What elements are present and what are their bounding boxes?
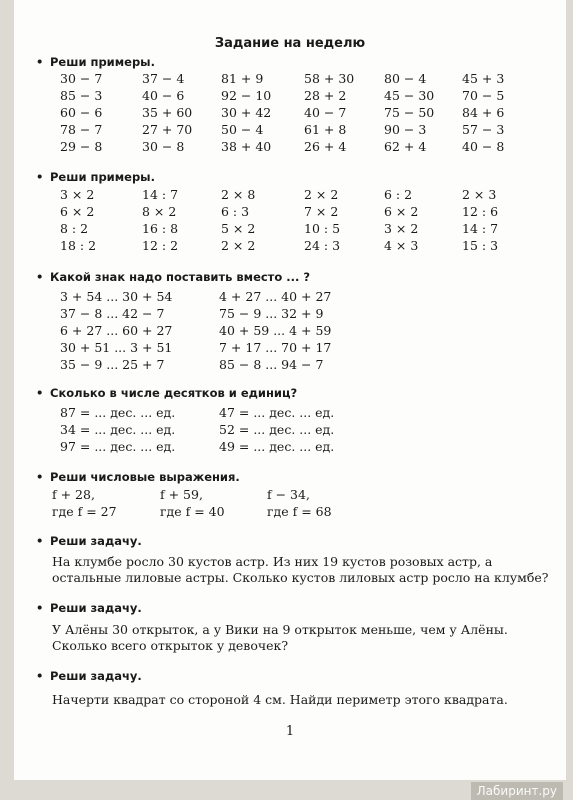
example-item: 29 − 8 [60,139,103,154]
example-item: 30 − 7 [60,71,103,86]
column-4 [304,70,354,155]
example-item: 49 = ... дес. ... ед. [219,439,335,454]
section8-header-text: Реши задачу. [50,669,142,683]
column-1 [60,404,175,455]
problem-3-text: Начерти квадрат со стороной 4 см. Найди периметр этого квадрата. [52,692,508,707]
example-item: 14 : 7 [142,187,179,202]
page-title: Задание на неделю [214,36,366,51]
bullet-icon: • [36,669,44,683]
section6-header [36,534,142,548]
example-item: 40 − 8 [462,139,505,154]
expression-1-cond: где f = 27 [52,504,117,519]
bullet-icon: • [36,386,44,400]
example-item: 92 − 10 [221,88,272,103]
bullet-icon: • [36,270,44,284]
example-item: 7 + 17 ... 70 + 17 [219,340,332,355]
expression-2 [160,486,225,520]
bullet-icon: • [36,601,44,615]
workbook-page [14,0,566,780]
column-5 [384,70,434,155]
example-item: 90 − 3 [384,122,427,137]
expression-1 [52,486,117,520]
example-item: 62 + 4 [384,139,427,154]
example-item: 85 − 8 ... 94 − 7 [219,357,324,372]
expression-1-expr: f + 28, [52,487,95,502]
example-item: 8 : 2 [60,221,89,236]
example-item: 78 − 7 [60,122,103,137]
expression-3-expr: f − 34, [267,487,310,502]
section1-header-text: Реши примеры. [50,55,155,69]
column-3 [221,70,271,155]
section6-header-text: Реши задачу. [50,534,142,548]
example-item: 85 − 3 [60,88,103,103]
example-item: 8 × 2 [142,204,177,219]
expression-2-expr: f + 59, [160,487,203,502]
section8-header [36,669,142,683]
example-item: 35 − 9 ... 25 + 7 [60,357,165,372]
example-item: 52 = ... дес. ... ед. [219,422,335,437]
example-item: 97 = ... дес. ... ед. [60,439,176,454]
example-item: 47 = ... дес. ... ед. [219,405,335,420]
example-item: 2 × 2 [304,187,339,202]
example-item: 15 : 3 [462,238,499,253]
example-item: 2 × 2 [221,238,256,253]
example-item: 30 + 42 [221,105,272,120]
example-item: 18 : 2 [60,238,97,253]
section3-header [36,270,310,284]
example-item: 6 : 3 [221,204,250,219]
section7-header-text: Реши задачу. [50,601,142,615]
example-item: 2 × 3 [462,187,497,202]
bullet-icon: • [36,470,44,484]
bullet-icon: • [36,55,44,69]
page-content [14,0,566,780]
problem-1-text: На клумбе росло 30 кустов астр. Из них 19 кустов розовых астр, а остальные лиловые астры. Сколько кустов лиловых астр росло на клумбе? [52,554,549,585]
column-2 [219,288,331,373]
bullet-icon: • [36,170,44,184]
example-item: 27 + 70 [142,122,193,137]
section4-header-text: Сколько в числе десятков и единиц? [50,386,298,400]
expression-3 [267,486,332,520]
section3-header-text: Какой знак надо поставить вместо ... ? [50,270,311,284]
example-item: 80 − 4 [384,71,427,86]
example-item: 70 − 5 [462,88,505,103]
example-item: 35 + 60 [142,105,193,120]
section1-header [36,55,155,69]
example-item: 45 − 30 [384,88,435,103]
column-1 [60,288,172,373]
example-item: 6 × 2 [60,204,95,219]
example-item: 28 + 2 [304,88,347,103]
example-item: 60 − 6 [60,105,103,120]
example-item: 3 + 54 ... 30 + 54 [60,289,173,304]
example-item: 2 × 8 [221,187,256,202]
column-2 [142,186,178,254]
example-item: 5 × 2 [221,221,256,236]
section7-header [36,601,142,615]
expression-3-cond: где f = 68 [267,504,332,519]
column-2 [219,404,334,455]
column-3 [221,186,255,254]
bullet-icon: • [36,534,44,548]
problem-2-text: У Алёны 30 открыток, а у Вики на 9 открыток меньше, чем у Алёны. Сколько всего открыток у девочек? [52,622,508,653]
example-item: 45 + 3 [462,71,505,86]
example-item: 34 = ... дес. ... ед. [60,422,176,437]
example-item: 16 : 8 [142,221,179,236]
expression-2-cond: где f = 40 [160,504,225,519]
example-item: 30 + 51 ... 3 + 51 [60,340,173,355]
example-item: 37 − 8 ... 42 − 7 [60,306,165,321]
example-item: 81 + 9 [221,71,264,86]
example-item: 38 + 40 [221,139,272,154]
example-item: 50 − 4 [221,122,264,137]
example-item: 37 − 4 [142,71,185,86]
example-item: 12 : 6 [462,204,499,219]
column-2 [142,70,192,155]
example-item: 84 + 6 [462,105,505,120]
example-item: 4 + 27 ... 40 + 27 [219,289,332,304]
section4-header [36,386,297,400]
example-item: 3 × 2 [60,187,95,202]
column-6 [462,186,498,254]
example-item: 75 − 50 [384,105,435,120]
example-item: 4 × 3 [384,238,419,253]
example-item: 87 = ... дес. ... ед. [60,405,176,420]
example-item: 40 + 59 ... 4 + 59 [219,323,332,338]
example-item: 57 − 3 [462,122,505,137]
section5-header [36,470,240,484]
example-item: 6 × 2 [384,204,419,219]
section2-header [36,170,155,184]
section2-header-text: Реши примеры. [50,170,155,184]
column-6 [462,70,504,155]
example-item: 61 + 8 [304,122,347,137]
example-item: 10 : 5 [304,221,341,236]
example-item: 3 × 2 [384,221,419,236]
example-item: 30 − 8 [142,139,185,154]
example-item: 75 − 9 ... 32 + 9 [219,306,324,321]
column-1 [60,186,96,254]
example-item: 58 + 30 [304,71,355,86]
example-item: 7 × 2 [304,204,339,219]
page-number: 1 [285,724,295,739]
column-5 [384,186,418,254]
example-item: 12 : 2 [142,238,179,253]
example-item: 6 : 2 [384,187,413,202]
column-1 [60,70,102,155]
watermark-logo: Лабиринт.ру [471,782,563,800]
example-item: 40 − 7 [304,105,347,120]
example-item: 14 : 7 [462,221,499,236]
example-item: 6 + 27 ... 60 + 27 [60,323,173,338]
section5-header-text: Реши числовые выражения. [50,470,240,484]
example-item: 24 : 3 [304,238,341,253]
column-4 [304,186,340,254]
example-item: 40 − 6 [142,88,185,103]
example-item: 26 + 4 [304,139,347,154]
